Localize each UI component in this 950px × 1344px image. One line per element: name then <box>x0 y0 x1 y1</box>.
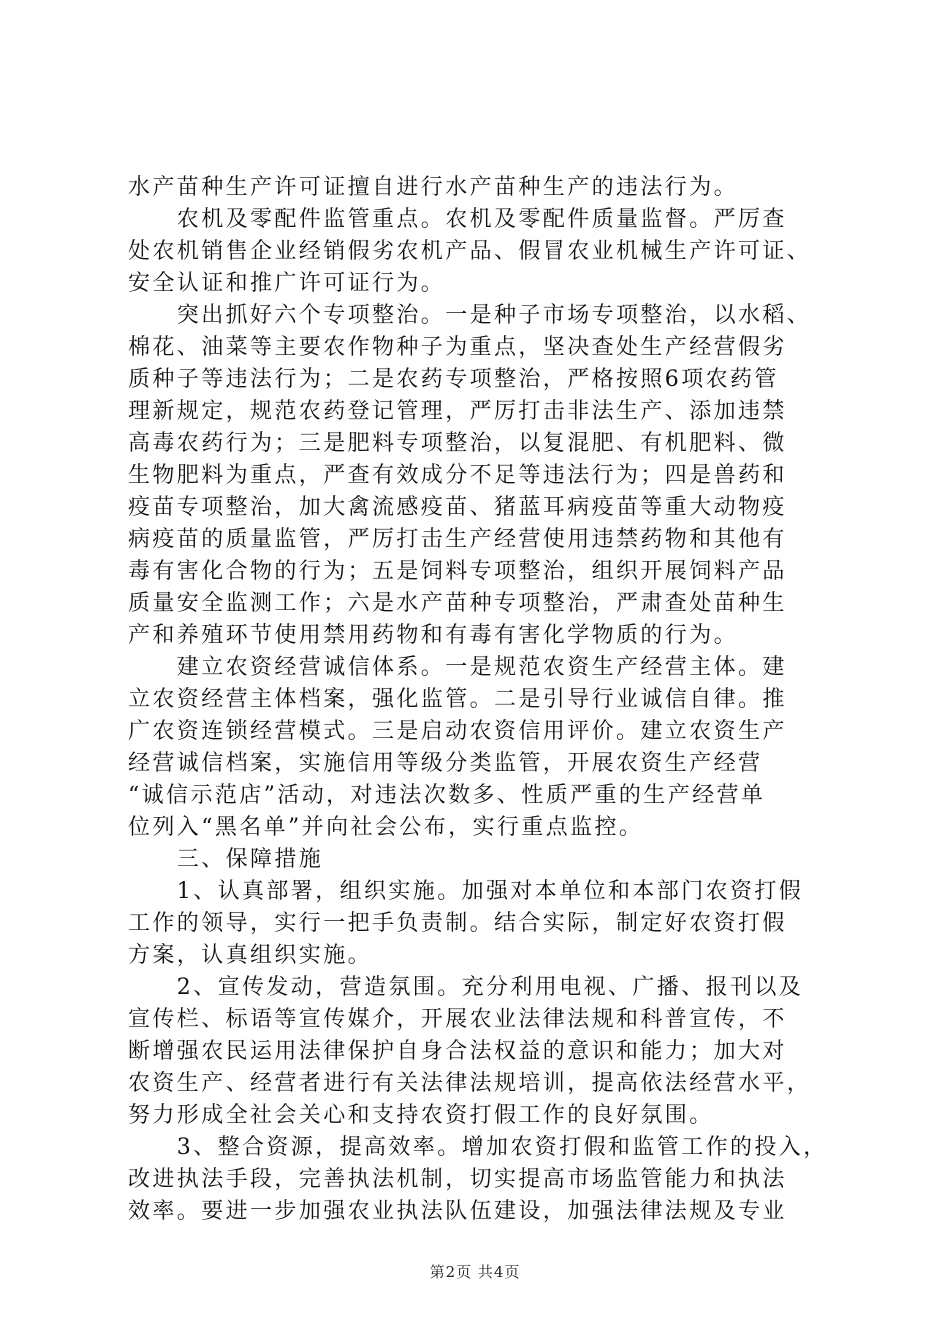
text-line: 质量安全监测工作；六是水产苗种专项整治，严肃查处苗种生 <box>128 591 787 616</box>
text-line: 处农机销售企业经销假劣农机产品、假冒农业机械生产许可证、 <box>128 239 812 264</box>
text-line: “诚信示范店”活动，对违法次数多、性质严重的生产经营单 <box>128 783 766 808</box>
text-line: 产和养殖环节使用禁用药物和有毒有害化学物质的行为。 <box>128 623 739 648</box>
text-line: 宣传栏、标语等宣传媒介，开展农业法律法规和科普宣传，不 <box>128 1007 787 1032</box>
text-line: 工作的领导，实行一把手负责制。结合实际，制定好农资打假 <box>128 911 787 936</box>
text-line: 效率。要进一步加强农业执法队伍建设，加强法律法规及专业 <box>128 1199 787 1224</box>
text-line: 病疫苗的质量监管，严厉打击生产经营使用违禁药物和其他有 <box>128 527 787 552</box>
text-line: 农资生产、经营者进行有关法律法规培训，提高依法经营水平， <box>128 1071 812 1096</box>
page-footer: 第2页 共4页 <box>429 1263 521 1281</box>
text-line: 3、整合资源，提高效率。增加农资打假和监管工作的投入， <box>128 1135 828 1160</box>
text-line: 立农资经营主体档案，强化监管。二是引导行业诚信自律。推 <box>128 687 787 712</box>
text-line: 建立农资经营诚信体系。一是规范农资生产经营主体。建 <box>128 655 787 680</box>
text-line: 质种子等违法行为；二是农药专项整治，严格按照6项农药管 <box>128 367 779 392</box>
text-line: 2、宣传发动，营造氛围。充分利用电视、广播、报刊以及 <box>128 975 804 1000</box>
text-line: 经营诚信档案，实施信用等级分类监管，开展农资生产经营 <box>128 751 763 776</box>
text-line: 水产苗种生产许可证擅自进行水产苗种生产的违法行为。 <box>128 175 739 200</box>
text-line: 理新规定，规范农药登记管理，严厉打击非法生产、添加违禁 <box>128 399 787 424</box>
text-line: 改进执法手段，完善执法机制，切实提高市场监管能力和执法 <box>128 1167 787 1192</box>
text-line: 毒有害化合物的行为；五是饲料专项整治，组织开展饲料产品 <box>128 559 787 584</box>
text-line: 生物肥料为重点，严查有效成分不足等违法行为；四是兽药和 <box>128 463 787 488</box>
text-line: 疫苗专项整治，加大禽流感疫苗、猪蓝耳病疫苗等重大动物疫 <box>128 495 787 520</box>
text-line: 突出抓好六个专项整治。一是种子市场专项整治，以水稻、 <box>128 303 812 328</box>
text-line: 努力形成全社会关心和支持农资打假工作的良好氛围。 <box>128 1103 714 1128</box>
text-line: 三、保障措施 <box>128 847 324 872</box>
text-line: 高毒农药行为；三是肥料专项整治，以复混肥、有机肥料、微 <box>128 431 787 456</box>
text-line: 位列入“黑名单”并向社会公布，实行重点监控。 <box>128 815 644 840</box>
text-line: 1、认真部署，组织实施。加强对本单位和本部门农资打假 <box>128 879 804 904</box>
text-line: 断增强农民运用法律保护自身合法权益的意识和能力；加大对 <box>128 1039 787 1064</box>
document-body <box>128 172 848 1228</box>
text-line: 方案，认真组织实施。 <box>128 943 373 968</box>
text-line: 棉花、油菜等主要农作物种子为重点，坚决查处生产经营假劣 <box>128 335 787 360</box>
text-line: 农机及零配件监管重点。农机及零配件质量监督。严厉查 <box>128 207 787 232</box>
text-line: 安全认证和推广许可证行为。 <box>128 271 446 296</box>
text-line: 广农资连锁经营模式。三是启动农资信用评价。建立农资生产 <box>128 719 787 744</box>
